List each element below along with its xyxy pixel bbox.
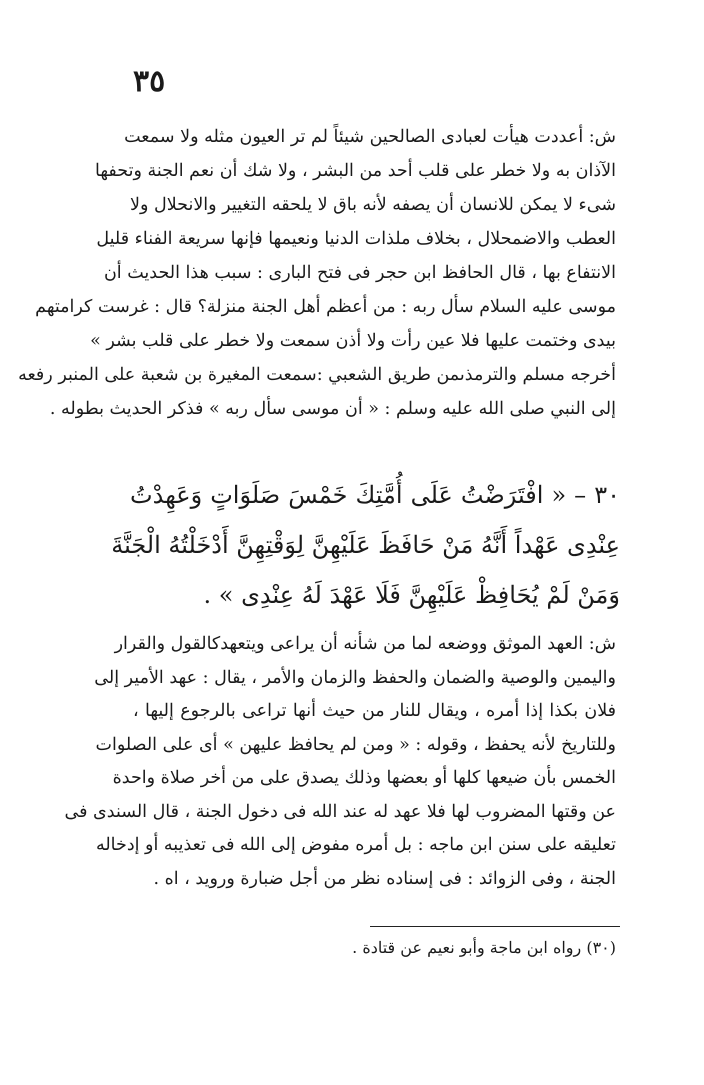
text-line: الانتفاع بها ، قال الحافظ ابن حجر فى فتح البارى : سبب هذا الحديث أن	[103, 263, 616, 283]
text-line: بيدى وختمت عليها فلا عين رأت ولا أذن سمعت ولا خطر على قلب بشر »	[90, 331, 616, 351]
text-line: إلى النبي صلى الله عليه وسلم : « أن موسى سأل ربه » فذكر الحديث بطوله .	[49, 399, 616, 419]
text-line: شىء لا يمكن للانسان أن يصفه لأنه باق لا يلحقه التغيير والانحلال ولا	[130, 195, 616, 215]
text-line: عن وقتها المضروب لها فلا عهد له عند الله فى دخول الجنة ، قال السندى فى	[64, 801, 616, 822]
text-line: ش: العهد الموثق ووضعه لما من شأنه أن يراعى ويتعهدكالقول والقرار	[114, 634, 616, 654]
footnote-divider	[370, 926, 620, 927]
page-number: ٣٥	[133, 64, 166, 99]
hadith-line: وَمَنْ لَمْ يُحَافِظْ عَلَيْهِنَّ فَلَا عَهْدَ لَهُ عِنْدِى » .	[203, 581, 620, 609]
footnote: (٣٠) رواه ابن ماجة وأبو نعيم عن قتادة .	[352, 938, 616, 957]
hadith-line: عِنْدِى عَهْداً أَنَّهُ مَنْ حَافَظَ عَلَيْهِنَّ لِوَقْتِهِنَّ أَدْخَلْتُهُ الْجَنَّةَ	[111, 531, 620, 559]
text-line: العطب والاضمحلال ، بخلاف ملذات الدنيا ونعيمها فإنها سريعة الفناء قليل	[96, 229, 616, 249]
commentary-paragraph-1	[18, 120, 616, 426]
text-line: الجنة ، وفى الزوائد : فى إسناده نظر من أجل ضبارة ورويد ، اه .	[153, 868, 616, 889]
hadith-text	[111, 470, 620, 620]
text-line: واليمين والوصية والضمان والحفظ والزمان والأمر ، يقال : عهد الأمير إلى	[94, 667, 616, 688]
commentary-paragraph-2	[64, 628, 616, 896]
hadith-line: ٣٠ – « افْتَرَضْتُ عَلَى أُمَّتِكَ خَمْسَ صَلَوَاتٍ وَعَهِدْتُ	[130, 481, 620, 509]
text-line: أخرجه مسلم والترمذىمن طريق الشعبي :سمعت المغيرة بن شعبة على المنبر رفعه	[18, 365, 616, 385]
text-line: فلان بكذا إذا أمره ، ويقال للنار من حيث أنها تراعى بالرجوع إليها ،	[133, 701, 616, 721]
text-line: موسى عليه السلام سأل ربه : من أعظم أهل الجنة منزلة؟ قال : غرست كرامتهم	[35, 297, 616, 317]
text-line: الآذان به ولا خطر على قلب أحد من البشر ، ولا شك أن نعم الجنة وتحفها	[95, 161, 616, 181]
text-line: تعليقه على سنن ابن ماجه : بل أمره مفوض إلى الله فى تعذيبه أو إدخاله	[95, 835, 616, 855]
text-line: وللتاريخ لأنه يحفظ ، وقوله : « ومن لم يحافظ عليهن » أى على الصلوات	[95, 734, 616, 755]
text-line: الخمس بأن ضيعها كلها أو بعضها وذلك يصدق على من أخر صلاة واحدة	[112, 768, 616, 788]
text-line: ش: أعددت هيأت لعبادى الصالحين شيئاً لم تر العيون مثله ولا سمعت	[124, 127, 616, 147]
